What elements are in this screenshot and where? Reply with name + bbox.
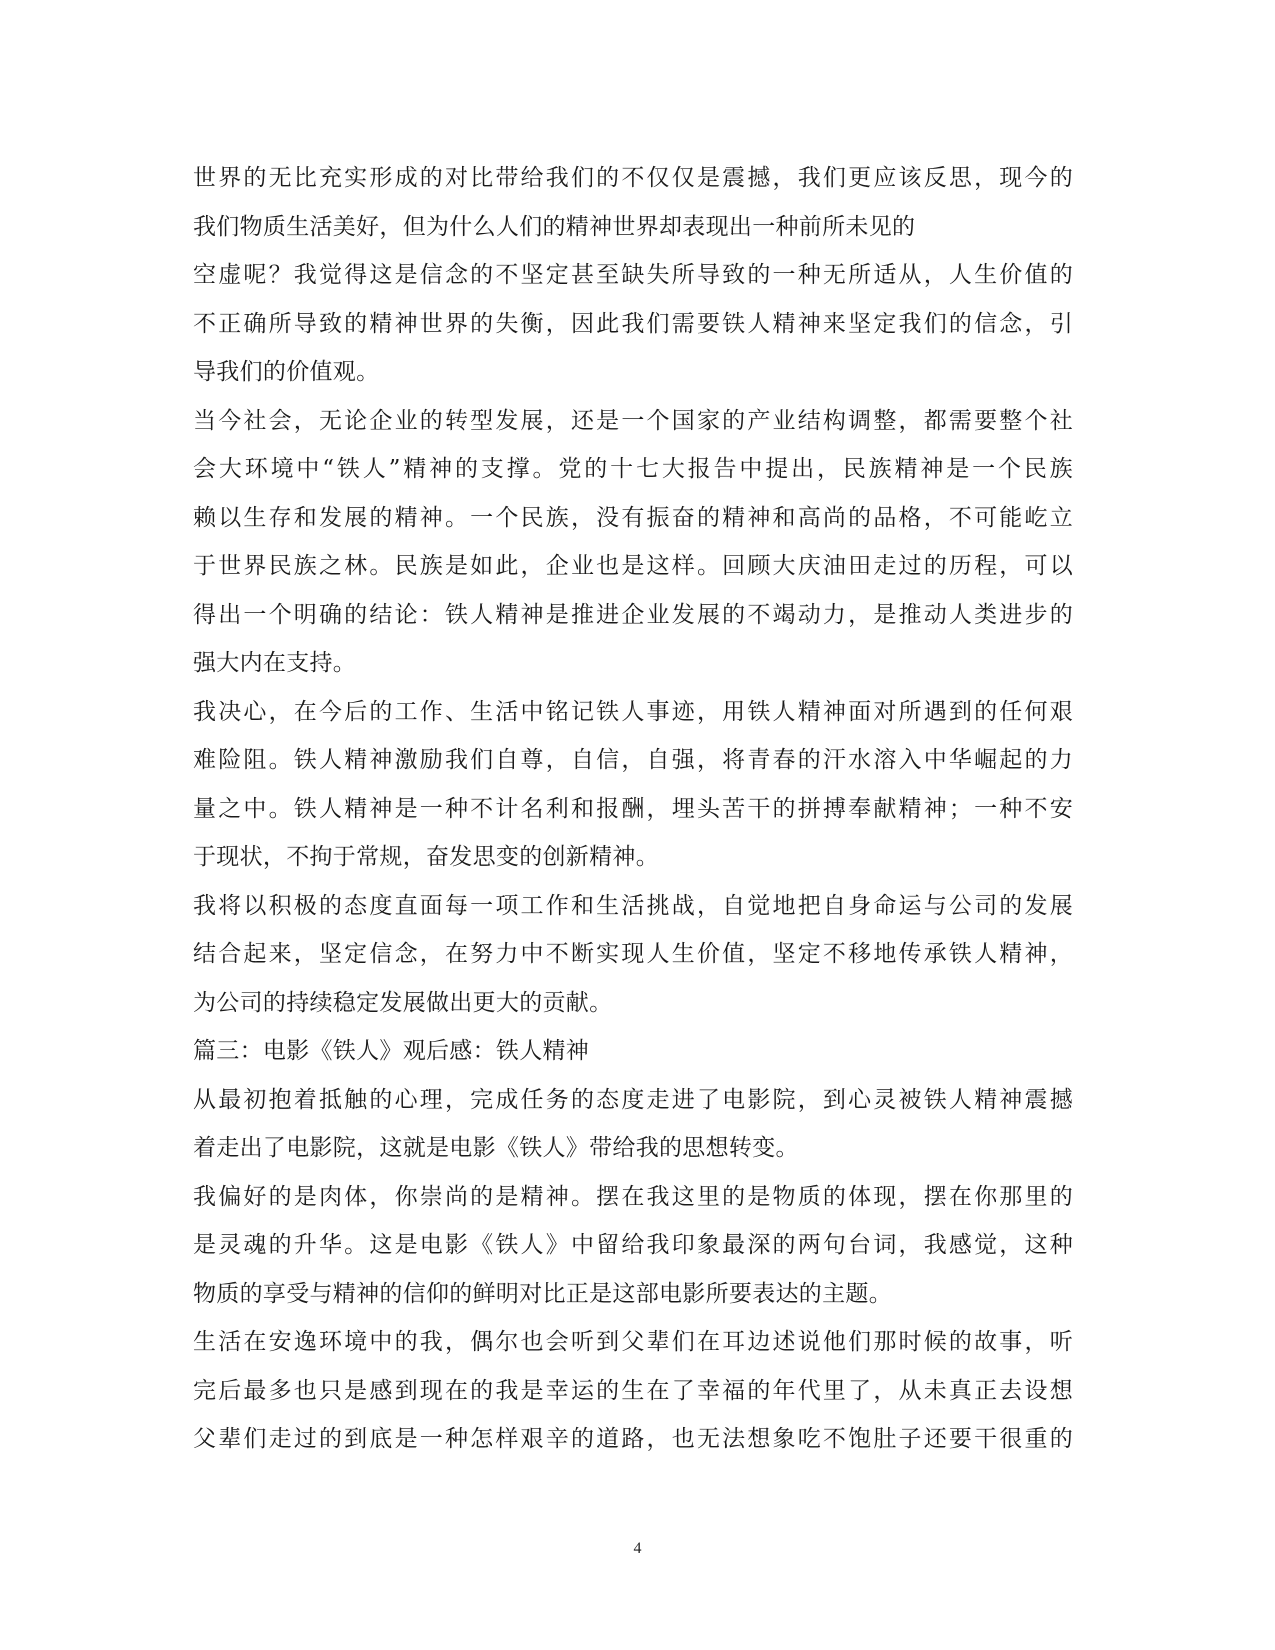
text-line: 空虚呢？我觉得这是信念的不坚定甚至缺失所导致的一种无所适从，人生价值的 <box>193 262 1073 288</box>
text-line: 着走出了电影院，这就是电影《铁人》带给我的思想转变。 <box>193 1135 799 1161</box>
text-line: 物质的享受与精神的信仰的鲜明对比正是这部电影所要表达的主题。 <box>193 1280 892 1307</box>
text-line: 我将以积极的态度直面每一项工作和生活挑战，自觉地把自身命运与公司的发展 <box>193 892 1073 919</box>
text-line: 强大内在支持。 <box>193 650 357 676</box>
text-line: 从最初抱着抵触的心理，完成任务的态度走进了电影院，到心灵被铁人精神震撼 <box>193 1086 1073 1113</box>
text-line: 完后最多也只是感到现在的我是幸运的生在了幸福的年代里了，从未真正去设想 <box>193 1377 1073 1404</box>
text-line: 当今社会，无论企业的转型发展，还是一个国家的产业结构调整，都需要整个社 <box>193 407 1073 434</box>
text-line: 不正确所导致的精神世界的失衡，因此我们需要铁人精神来坚定我们的信念，引 <box>193 310 1073 337</box>
text-line: 是灵魂的升华。这是电影《铁人》中留给我印象最深的两句台词，我感觉，这种 <box>193 1232 1073 1258</box>
text-line: 量之中。铁人精神是一种不计名利和报酬，埋头苦干的拼搏奉献精神；一种不安 <box>193 795 1073 822</box>
text-line: 父辈们走过的到底是一种怎样艰辛的道路，也无法想象吃不饱肚子还要干很重的 <box>193 1426 1073 1452</box>
text-line: 我偏好的是肉体，你崇尚的是精神。摆在我这里的是物质的体现，摆在你那里的 <box>193 1183 1073 1210</box>
text-line: 赖以生存和发展的精神。一个民族，没有振奋的精神和高尚的品格，不可能屹立 <box>193 504 1073 531</box>
text-line: 于现状，不拘于常规，奋发思变的创新精神。 <box>193 844 659 870</box>
text-line: 得出一个明确的结论：铁人精神是推进企业发展的不竭动力，是推动人类进步的 <box>193 601 1073 628</box>
text-line: 导我们的价值观。 <box>193 359 380 385</box>
text-line: 我们物质生活美好，但为什么人们的精神世界却表现出一种前所未见的 <box>193 213 916 240</box>
text-line: 会大环境中“铁人”精神的支撑。党的十七大报告中提出，民族精神是一个民族 <box>193 456 1073 482</box>
text-line: 世界的无比充实形成的对比带给我们的不仅仅是震撼，我们更应该反思，现今的 <box>193 165 1073 191</box>
text-line: 我决心，在今后的工作、生活中铭记铁人事迹，用铁人精神面对所遇到的任何艰 <box>193 698 1073 725</box>
page-number: 4 <box>633 1540 642 1557</box>
body-text <box>193 154 1073 1464</box>
text-line: 生活在安逸环境中的我，偶尔也会听到父辈们在耳边述说他们那时候的故事，听 <box>193 1329 1073 1355</box>
text-line: 于世界民族之林。民族是如此，企业也是这样。回顾大庆油田走过的历程，可以 <box>193 553 1073 579</box>
text-line: 篇三：电影《铁人》观后感：铁人精神 <box>193 1038 590 1064</box>
text-line: 难险阻。铁人精神激励我们自尊，自信，自强，将青春的汗水溶入中华崛起的力 <box>193 747 1073 773</box>
text-line: 结合起来，坚定信念，在努力中不断实现人生价值，坚定不移地传承铁人精神， <box>193 941 1073 967</box>
text-line: 为公司的持续稳定发展做出更大的贡献。 <box>193 989 613 1016</box>
